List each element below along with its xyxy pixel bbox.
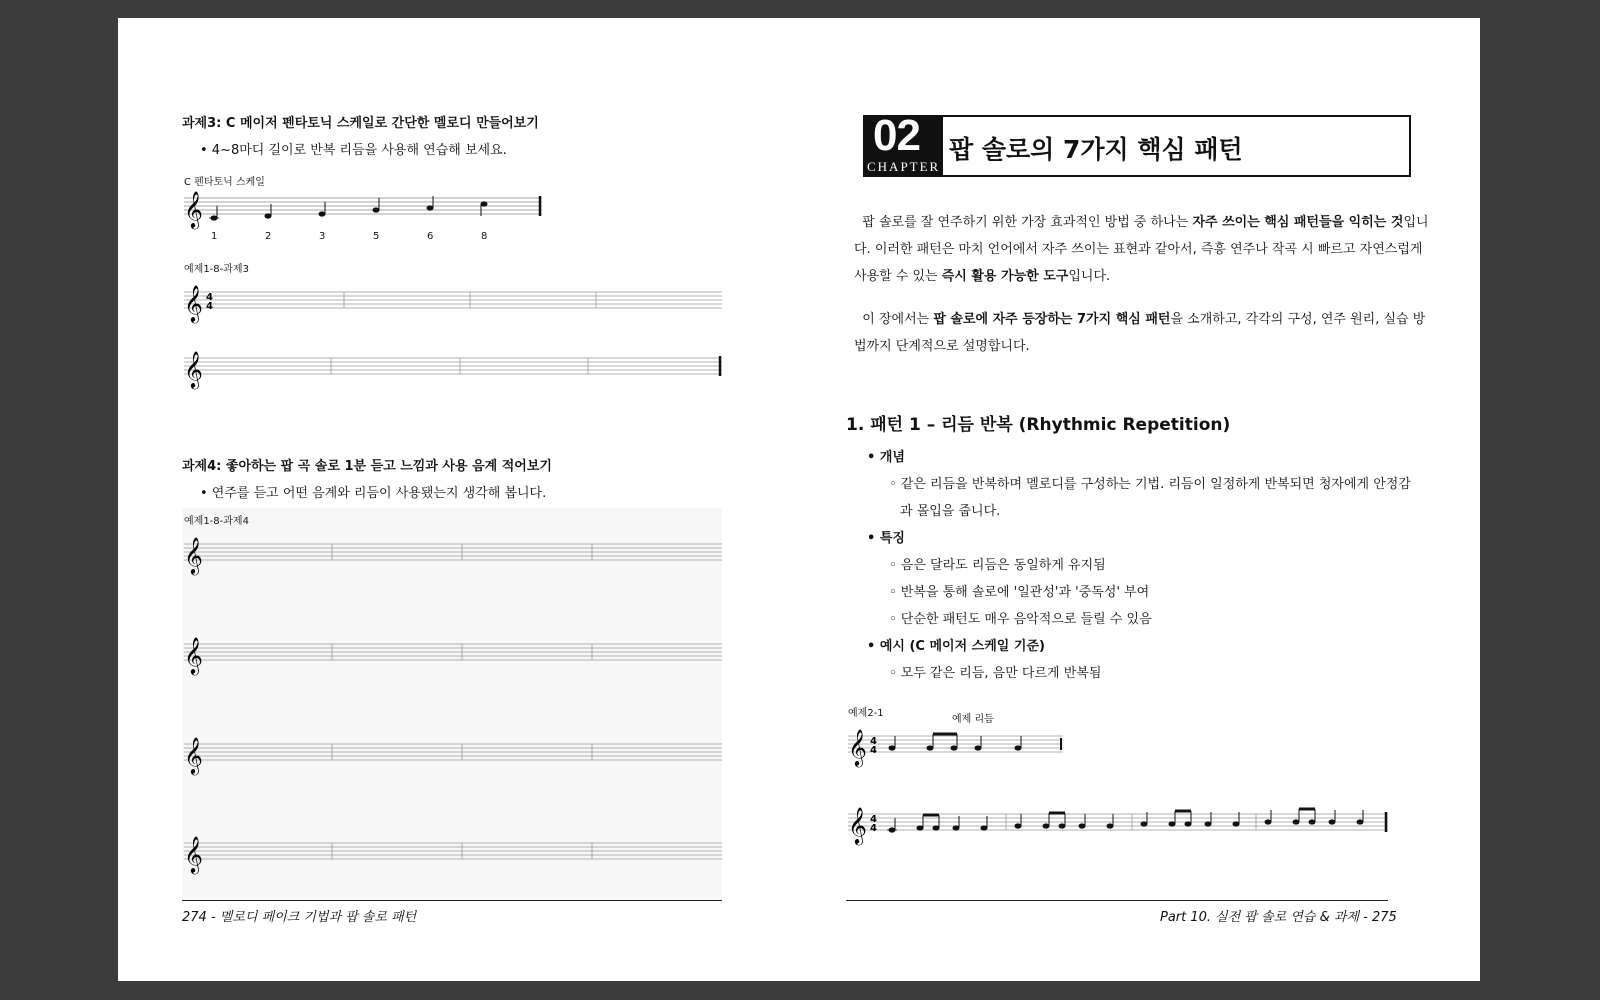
rhythm-label: 예제 리듬 bbox=[952, 714, 994, 725]
treble-clef-icon: 𝄞 bbox=[184, 190, 203, 228]
task4-bullet: • 연주를 듣고 어떤 음계와 리듬이 사용됐는지 생각해 봅니다. bbox=[200, 486, 547, 501]
treble-clef-icon: 𝄞 bbox=[848, 728, 867, 766]
treble-clef-icon: 𝄞 bbox=[848, 806, 867, 844]
concept-line-2: 과 몰입을 줍니다. bbox=[900, 504, 1001, 519]
feature-item: ◦ 단순한 패턴도 매우 음악적으로 들릴 수 있음 bbox=[889, 612, 1152, 627]
treble-clef-icon: 𝄞 bbox=[184, 835, 203, 873]
chapter-word: CHAPTER bbox=[867, 159, 941, 174]
section-heading-pattern1: 1. 패턴 1 – 리듬 반복 (Rhythmic Repetition) bbox=[846, 415, 1231, 435]
svg-text:4: 4 bbox=[870, 736, 877, 747]
task3-title: 과제3: C 메이저 펜타토닉 스케일로 간단한 멜로디 만들어보기 bbox=[182, 116, 539, 131]
footer-rule-left bbox=[182, 900, 722, 901]
rhythm-repetition-staff bbox=[848, 800, 1393, 850]
treble-clef-icon: 𝄞 bbox=[184, 536, 203, 574]
intro-paragraph-2: 이 장에서는 팝 솔로에 자주 등장하는 7가지 핵심 패턴을 소개하고, 각각의 구성, 연주 원리, 실습 방 법까지 단계적으로 설명합니다. bbox=[854, 312, 1426, 354]
treble-clef-icon: 𝄞 bbox=[184, 284, 203, 322]
footer-rule-right bbox=[846, 900, 1388, 901]
blank-staff-task4-3 bbox=[184, 734, 724, 780]
scale-degree: 3 bbox=[319, 231, 326, 242]
treble-clef-icon: 𝄞 bbox=[184, 350, 203, 388]
scale-degree: 2 bbox=[265, 231, 272, 242]
chapter-title: 팝 솔로의 7가지 핵심 패턴 bbox=[949, 135, 1243, 164]
blank-staff-task4-2 bbox=[184, 634, 724, 680]
scale-degree: 8 bbox=[481, 231, 488, 242]
feature-item: ◦ 음은 달라도 리듬은 동일하게 유지됨 bbox=[889, 558, 1106, 573]
footer-right: Part 10. 실전 팝 솔로 연습 & 과제 - 275 bbox=[1160, 910, 1397, 925]
chapter-number: 02 bbox=[873, 111, 920, 160]
scale-degree: 1 bbox=[211, 231, 218, 242]
blank-staff-task4-4 bbox=[184, 833, 724, 879]
example-label-task4: 예제1-8-과제4 bbox=[184, 516, 249, 527]
treble-clef-icon: 𝄞 bbox=[184, 736, 203, 774]
example-rhythm-staff bbox=[848, 722, 1078, 772]
blank-staff-task4-1 bbox=[184, 534, 724, 580]
svg-text:4: 4 bbox=[870, 814, 877, 825]
intro-paragraph-1: 팝 솔로를 잘 연주하기 위한 가장 효과적인 방법 중 하나는 자주 쓰이는 핵심 패턴들을 익히는 것입니 다. 이러한 패턴은 마치 언어에서 자주 쓰이는 표현과 같아서, 즉흥 연주나 작곡 시 빠르고 자연스럽게 사용할 수 있는 즉시 활용 가능한 도구입니다. bbox=[854, 215, 1429, 284]
pentatonic-scale-staff bbox=[184, 188, 554, 248]
feature-item: ◦ 반복을 통해 솔로에 '일관성'과 '중독성' 부여 bbox=[889, 585, 1150, 600]
chapter-number-block bbox=[865, 111, 943, 175]
blank-staff-task3-1 bbox=[184, 280, 724, 330]
footer-left: 274 - 멜로디 페이크 기법과 팝 솔로 패턴 bbox=[182, 910, 417, 925]
svg-text:4: 4 bbox=[206, 301, 213, 312]
example-item: ◦ 모두 같은 리듬, 음만 다르게 반복됨 bbox=[889, 666, 1102, 681]
example-label: • 예시 (C 메이저 스케일 기준) bbox=[867, 639, 1045, 654]
svg-text:4: 4 bbox=[870, 823, 877, 834]
task4-title: 과제4: 좋아하는 팝 곡 솔로 1분 듣고 느낌과 사용 음계 적어보기 bbox=[182, 459, 552, 474]
example-label-task3: 예제1-8-과제3 bbox=[184, 264, 249, 275]
svg-text:4: 4 bbox=[870, 745, 877, 756]
treble-clef-icon: 𝄞 bbox=[184, 636, 203, 674]
scale-degree: 6 bbox=[427, 231, 434, 242]
scale-degree: 5 bbox=[373, 231, 380, 242]
book-spread bbox=[118, 18, 1480, 981]
blank-staff-task3-2 bbox=[184, 348, 724, 398]
feature-label: • 특징 bbox=[867, 531, 905, 546]
example-2-1-label: 예제2-1 bbox=[848, 708, 884, 719]
svg-text:4: 4 bbox=[206, 292, 213, 303]
concept-line-1: ◦ 같은 리듬을 반복하며 멜로디를 구성하는 기법. 리듬이 일정하게 반복되면 청자에게 안정감 bbox=[889, 477, 1411, 492]
chapter-header bbox=[863, 111, 1411, 177]
task3-bullet: • 4~8마디 길이로 반복 리듬을 사용해 연습해 보세요. bbox=[200, 143, 507, 158]
scale-label: C 펜타토닉 스케일 bbox=[184, 177, 265, 188]
concept-label: • 개념 bbox=[867, 450, 905, 465]
